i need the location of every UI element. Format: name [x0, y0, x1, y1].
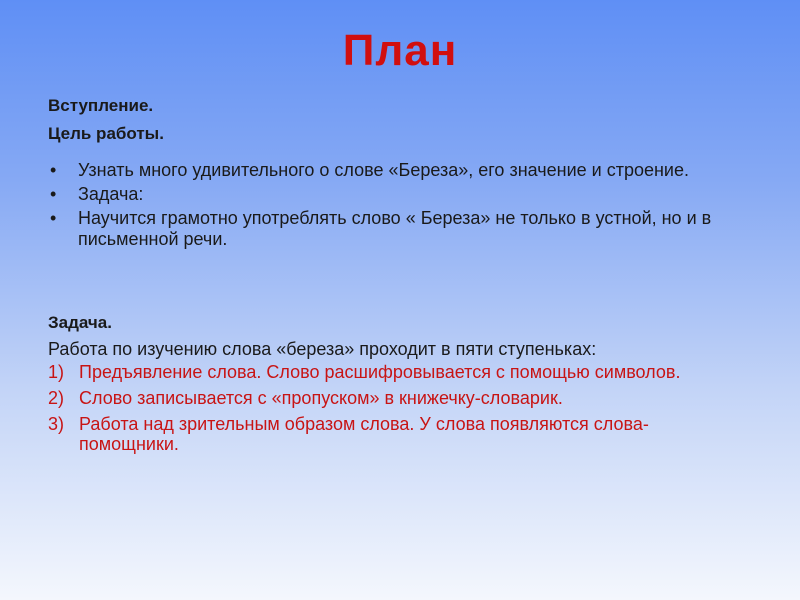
goal-bullet-item [48, 208, 748, 250]
step-text: Работа над зрительным образом слова. У слова появляются слова-помощники. [79, 414, 649, 454]
task-intro: Работа по изучению слова «береза» проходит в пяти ступеньках: [48, 339, 597, 359]
step-item [48, 388, 748, 408]
goal-heading: Цель работы. [48, 124, 164, 143]
bullet-icon: • [50, 160, 57, 180]
step-number: 1) [48, 362, 65, 382]
step-text: Слово записывается с «пропуском» в книжечку-словарик. [79, 388, 563, 408]
bullet-icon: • [50, 208, 57, 228]
goal-bullet-list [48, 160, 748, 253]
goal-bullet-item [48, 184, 748, 205]
task-heading: Задача. [48, 313, 112, 332]
goal-bullet-item [48, 160, 748, 181]
step-number: 3) [48, 414, 65, 434]
step-text: Предъявление слова. Слово расшифровывается с помощью символов. [79, 362, 681, 382]
goal-bullet-text: Научится грамотно употреблять слово « Береза» не только в устной, но и в письменной речи. [78, 208, 712, 249]
goal-bullet-text: Задача: [78, 184, 144, 204]
bullet-icon: • [50, 184, 57, 204]
step-number: 2) [48, 388, 65, 408]
step-item [48, 414, 748, 454]
step-item [48, 362, 748, 382]
intro-heading: Вступление. [48, 96, 154, 115]
steps-list [48, 362, 748, 460]
goal-bullet-text: Узнать много удивительного о слове «Береза», его значение и строение. [78, 160, 689, 180]
slide-title: План [342, 26, 458, 75]
